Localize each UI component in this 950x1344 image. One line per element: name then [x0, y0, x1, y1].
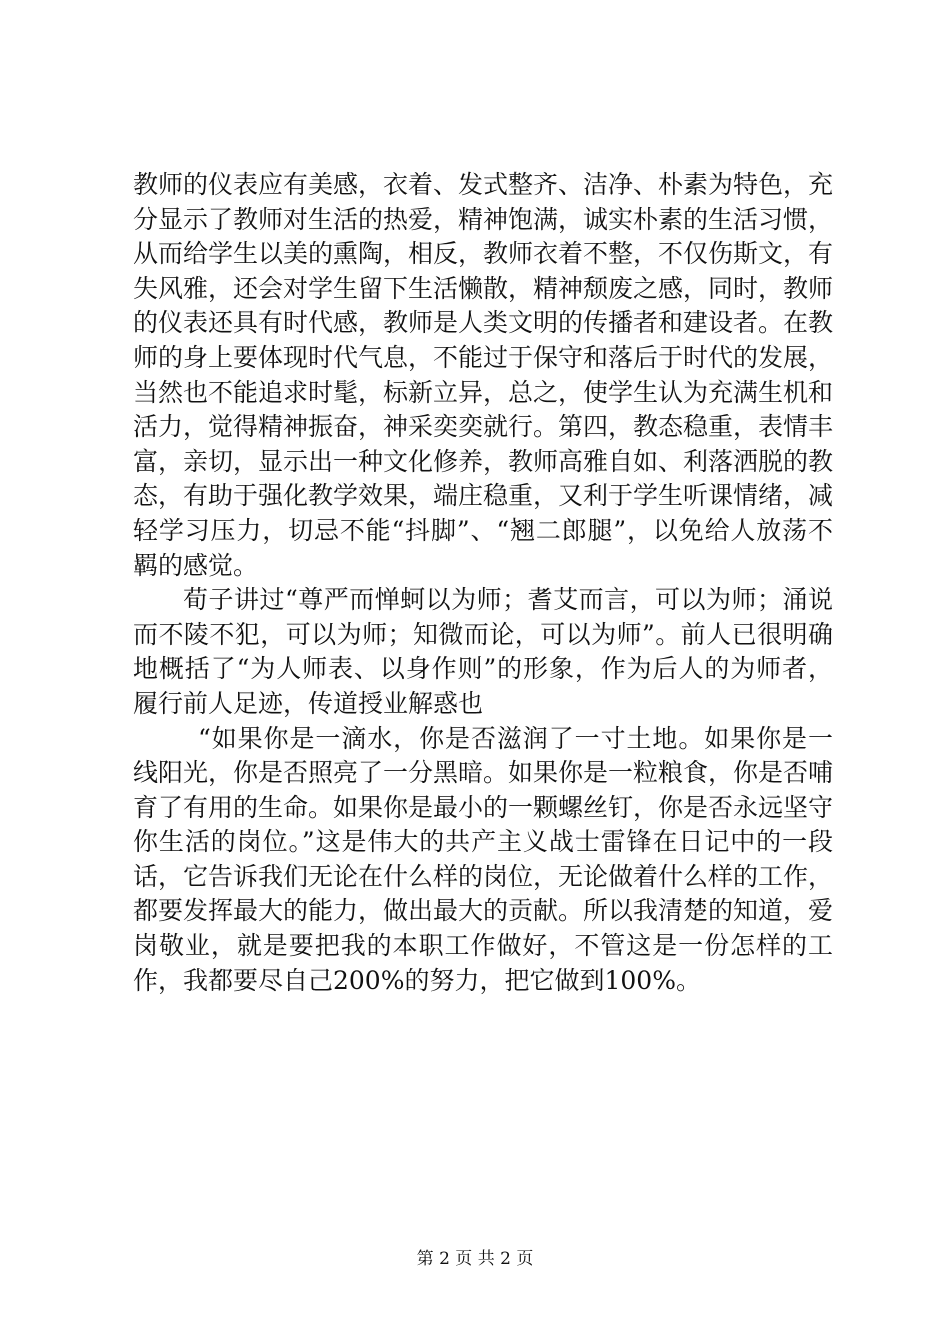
paragraph-leifeng-quote: “如果你是一滴水，你是否滋润了一寸土地。如果你是一线阳光，你是否照亮了一分黑暗。如果你是一粒粮食，你是否哺育了有用的生命。如果你是最小的一颗螺丝钉，你是否永远坚守你生活的岗位。”这是伟大的共产主义战士雷锋在日记中的一段话，它告诉我们无论在什么样的岗位，无论做着什么样的工作，都要发挥最大的能力，做出最大的贡献。所以我清楚的知道，爱岗敬业，就是要把我的本职工作做好，不管这是一份怎样的工作，我都要尽自己200%的努力，把它做到100%。 — [133, 723, 834, 995]
paragraph-xunzi-quote: 荀子讲过“尊严而惮蚵以为师；耆艾而言，可以为师；涌说而不陵不犯，可以为师；知微而论，可以为师”。前人已很明确地概括了“为人师表、以身作则”的形象，作为后人的为师者，履行前人足迹，传道授业解惑也 — [133, 585, 833, 718]
document-body — [133, 168, 833, 998]
paragraph-teacher-appearance: 教师的仪表应有美感，衣着、发式整齐、洁净、朴素为特色，充分显示了教师对生活的热爱，精神饱满，诚实朴素的生活习惯，从而给学生以美的熏陶，相反，教师衣着不整，不仅伤斯文，有失风雅，还会对学生留下生活懒散，精神颓废之感，同时，教师的仪表还具有时代感，教师是人类文明的传播者和建设者。在教师的身上要体现时代气息，不能过于保守和落后于时代的发展，当然也不能追求时髦，标新立异，总之，使学生认为充满生机和活力，觉得精神振奋，神采奕奕就行。第四，教态稳重，表情丰富，亲切，显示出一种文化修养，教师高雅自如、利落洒脱的教态，有助于强化教学效果，端庄稳重，又利于学生听课情绪，减轻学习压力，切忌不能“抖脚”、“翘二郎腿”，以免给人放荡不羁的感觉。 — [133, 170, 834, 580]
page-footer: 第 2 页 共 2 页 — [416, 1249, 534, 1269]
